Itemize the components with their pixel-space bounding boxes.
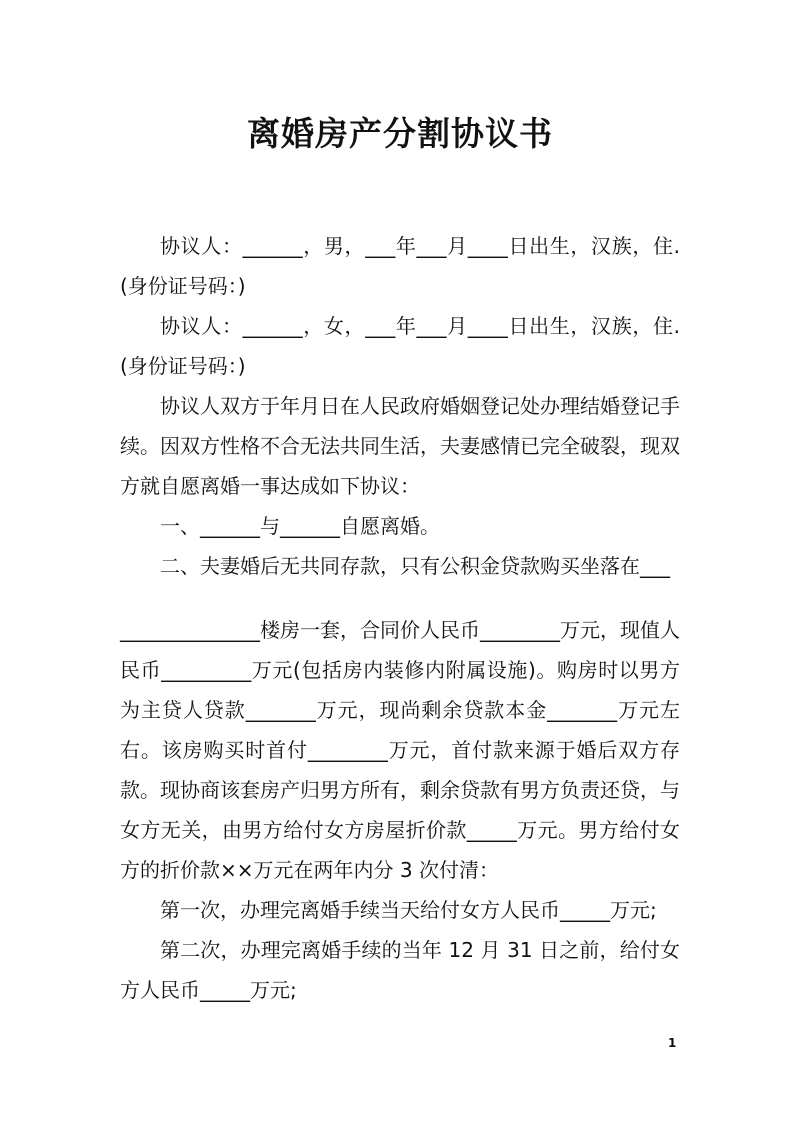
paragraph-clause-two: 二、夫妻婚后无共同存款，只有公积金贷款购买坐落在___ [160,554,670,578]
paragraph-clause-two-continued: ______________楼房一套，合同价人民币________万元，现值人民币_________万元(包括房内装修内附属设施)。购房时以男方为主贷人贷款_______万元，现尚剩余贷款本金_______万元左右。该房购买时首付________万元，首付款来源于婚后双方存款。现协商该套房产归男方所有，剩余贷款有男方负责还贷，与女方无关，由男方给付女方房屋折价款_____万元。男方给付女方的折价款××万元在两年内分 3 次付清： [120,618,680,882]
paragraph-preamble: 协议人双方于年月日在人民政府婚姻登记处办理结婚登记手续。因双方性格不合无法共同生活，夫妻感情已完全破裂，现双方就自愿离婚一事达成如下协议： [120,394,680,498]
paragraph-party-female: 协议人：______，女，___年___月____日出生，汉族，住.(身份证号码：) [120,314,680,378]
page-number: 1 [668,1036,677,1050]
paragraph-first-payment: 第一次，办理完离婚手续当天给付女方人民币_____万元; [160,898,657,922]
document-title: 离婚房产分割协议书 [247,114,553,153]
paragraph-second-payment: 第二次，办理完离婚手续的当年 12 月 31 日之前，给付女方人民币_____万元; [120,938,680,1002]
document-body [120,226,680,1010]
paragraph-clause-one: 一、______与______自愿离婚。 [160,514,440,538]
paragraph-party-male: 协议人：______，男，___年___月____日出生，汉族，住.(身份证号码：) [120,234,680,298]
